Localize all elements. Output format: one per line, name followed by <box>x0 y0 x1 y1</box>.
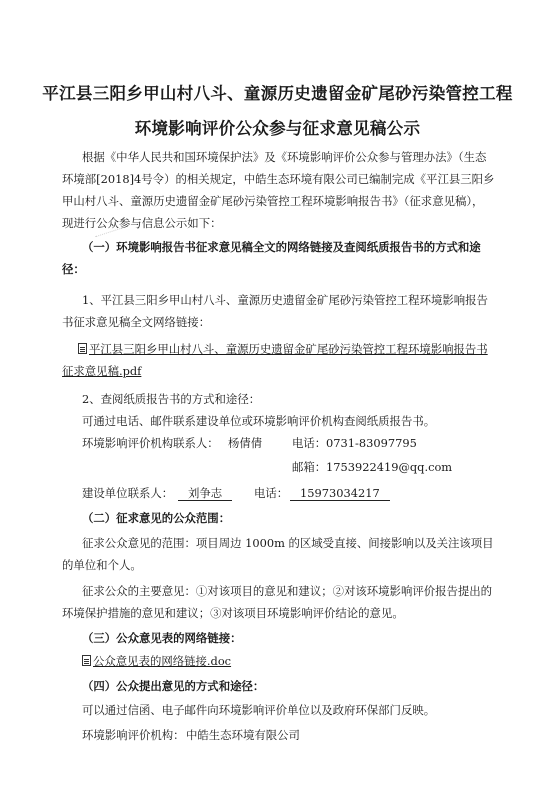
builder-phone-wrap <box>290 486 390 501</box>
intro-line3: 甲山村八斗、童源历史遗留金矿尾砂污染管控工程环境影响报告书》（征求意见稿）， <box>62 194 484 208</box>
eia-contact-name: 杨倩倩 <box>228 436 263 450</box>
eia-contact-label: 环境影响评价机构联系人： <box>82 436 219 450</box>
opinion-form-link-text[interactable]: 公众意见表的网络链接.doc <box>93 654 232 668</box>
section4-desc: 可以通过信函、电子邮件向环境影响评价单位以及政府环保部门反映。 <box>82 703 436 717</box>
section1-item2-desc: 可通过电话、邮件联系建设单位或环境影响评价机构查阅纸质报告书。 <box>82 414 436 428</box>
opinion-form-link[interactable] <box>82 654 231 668</box>
builder-contact-name-wrap <box>178 486 232 501</box>
section1-item1-line1: 1、平江县三阳乡甲山村八斗、童源历史遗留金矿尾砂污染管控工程环境影响报告 <box>82 293 488 307</box>
section1-item1-line2: 书征求意见稿全文网络链接： <box>62 315 211 329</box>
section2-scope-line2: 的单位和个人。 <box>62 558 142 572</box>
builder-phone: 15973034217 <box>290 486 390 501</box>
section2-scope-line1: 征求公众意见的范围：项目周边 1000m 的区域受直接、间接影响以及关注该项目 <box>82 536 494 550</box>
eia-phone: 0731-83097795 <box>326 436 417 450</box>
report-link-text1[interactable]: 平江县三阳乡甲山村八斗、童源历史遗留金矿尾砂污染管控工程环境影响报告书 <box>89 342 488 356</box>
intro-line4: 现进行公众参与信息公示如下： <box>62 216 222 230</box>
agency-name: 中皓生态环境有限公司 <box>186 728 300 742</box>
section1-item2: 2、查阅纸质报告书的方式和途径： <box>82 392 261 406</box>
eia-email[interactable]: 1753922419@qq.com <box>326 460 453 474</box>
section2-opinion-line2: 环境保护措施的意见和建议；③对该项目环境影响评价结论的意见。 <box>62 606 404 620</box>
builder-contact-label: 建设单位联系人： <box>82 486 174 500</box>
section1-heading-line1: （一）环境影响报告书征求意见稿全文的网络链接及查阅纸质报告书的方式和途 <box>82 240 481 254</box>
file-icon <box>78 343 87 354</box>
eia-email-label: 邮箱： <box>292 460 327 474</box>
document-title-line1: 平江县三阳乡甲山村八斗、童源历史遗留金矿尾砂污染管控工程 <box>42 84 513 103</box>
section2-heading: （二）征求意见的公众范围： <box>82 511 231 525</box>
document-title-line2: 环境影响评价公众参与征求意见稿公示 <box>134 119 421 138</box>
file-icon <box>82 655 91 666</box>
eia-phone-label: 电话： <box>292 436 327 450</box>
section1-heading-line2: 径： <box>62 262 85 276</box>
intro-line1: 根据《中华人民共和国环境保护法》及《环境影响评价公众参与管理办法》（生态 <box>82 150 487 164</box>
builder-phone-label: 电话： <box>254 486 289 500</box>
section4-heading: （四）公众提出意见的方式和途径： <box>82 679 265 693</box>
report-link-line2[interactable]: 征求意见稿.pdf <box>62 364 142 378</box>
intro-line2: 环境部[2018]4号令）的相关规定，中皓生态环境有限公司已编制完成《平江县三阳乡 <box>62 172 495 186</box>
report-link-line1[interactable] <box>78 342 488 356</box>
section3-heading: （三）公众意见表的网络链接： <box>82 631 242 645</box>
builder-contact-name: 刘争志 <box>178 486 232 501</box>
section2-opinion-line1: 征求公众的主要意见：①对该项目的意见和建议；②对该环境影响评价报告提出的 <box>82 584 493 598</box>
agency-label: 环境影响评价机构： <box>82 728 185 742</box>
